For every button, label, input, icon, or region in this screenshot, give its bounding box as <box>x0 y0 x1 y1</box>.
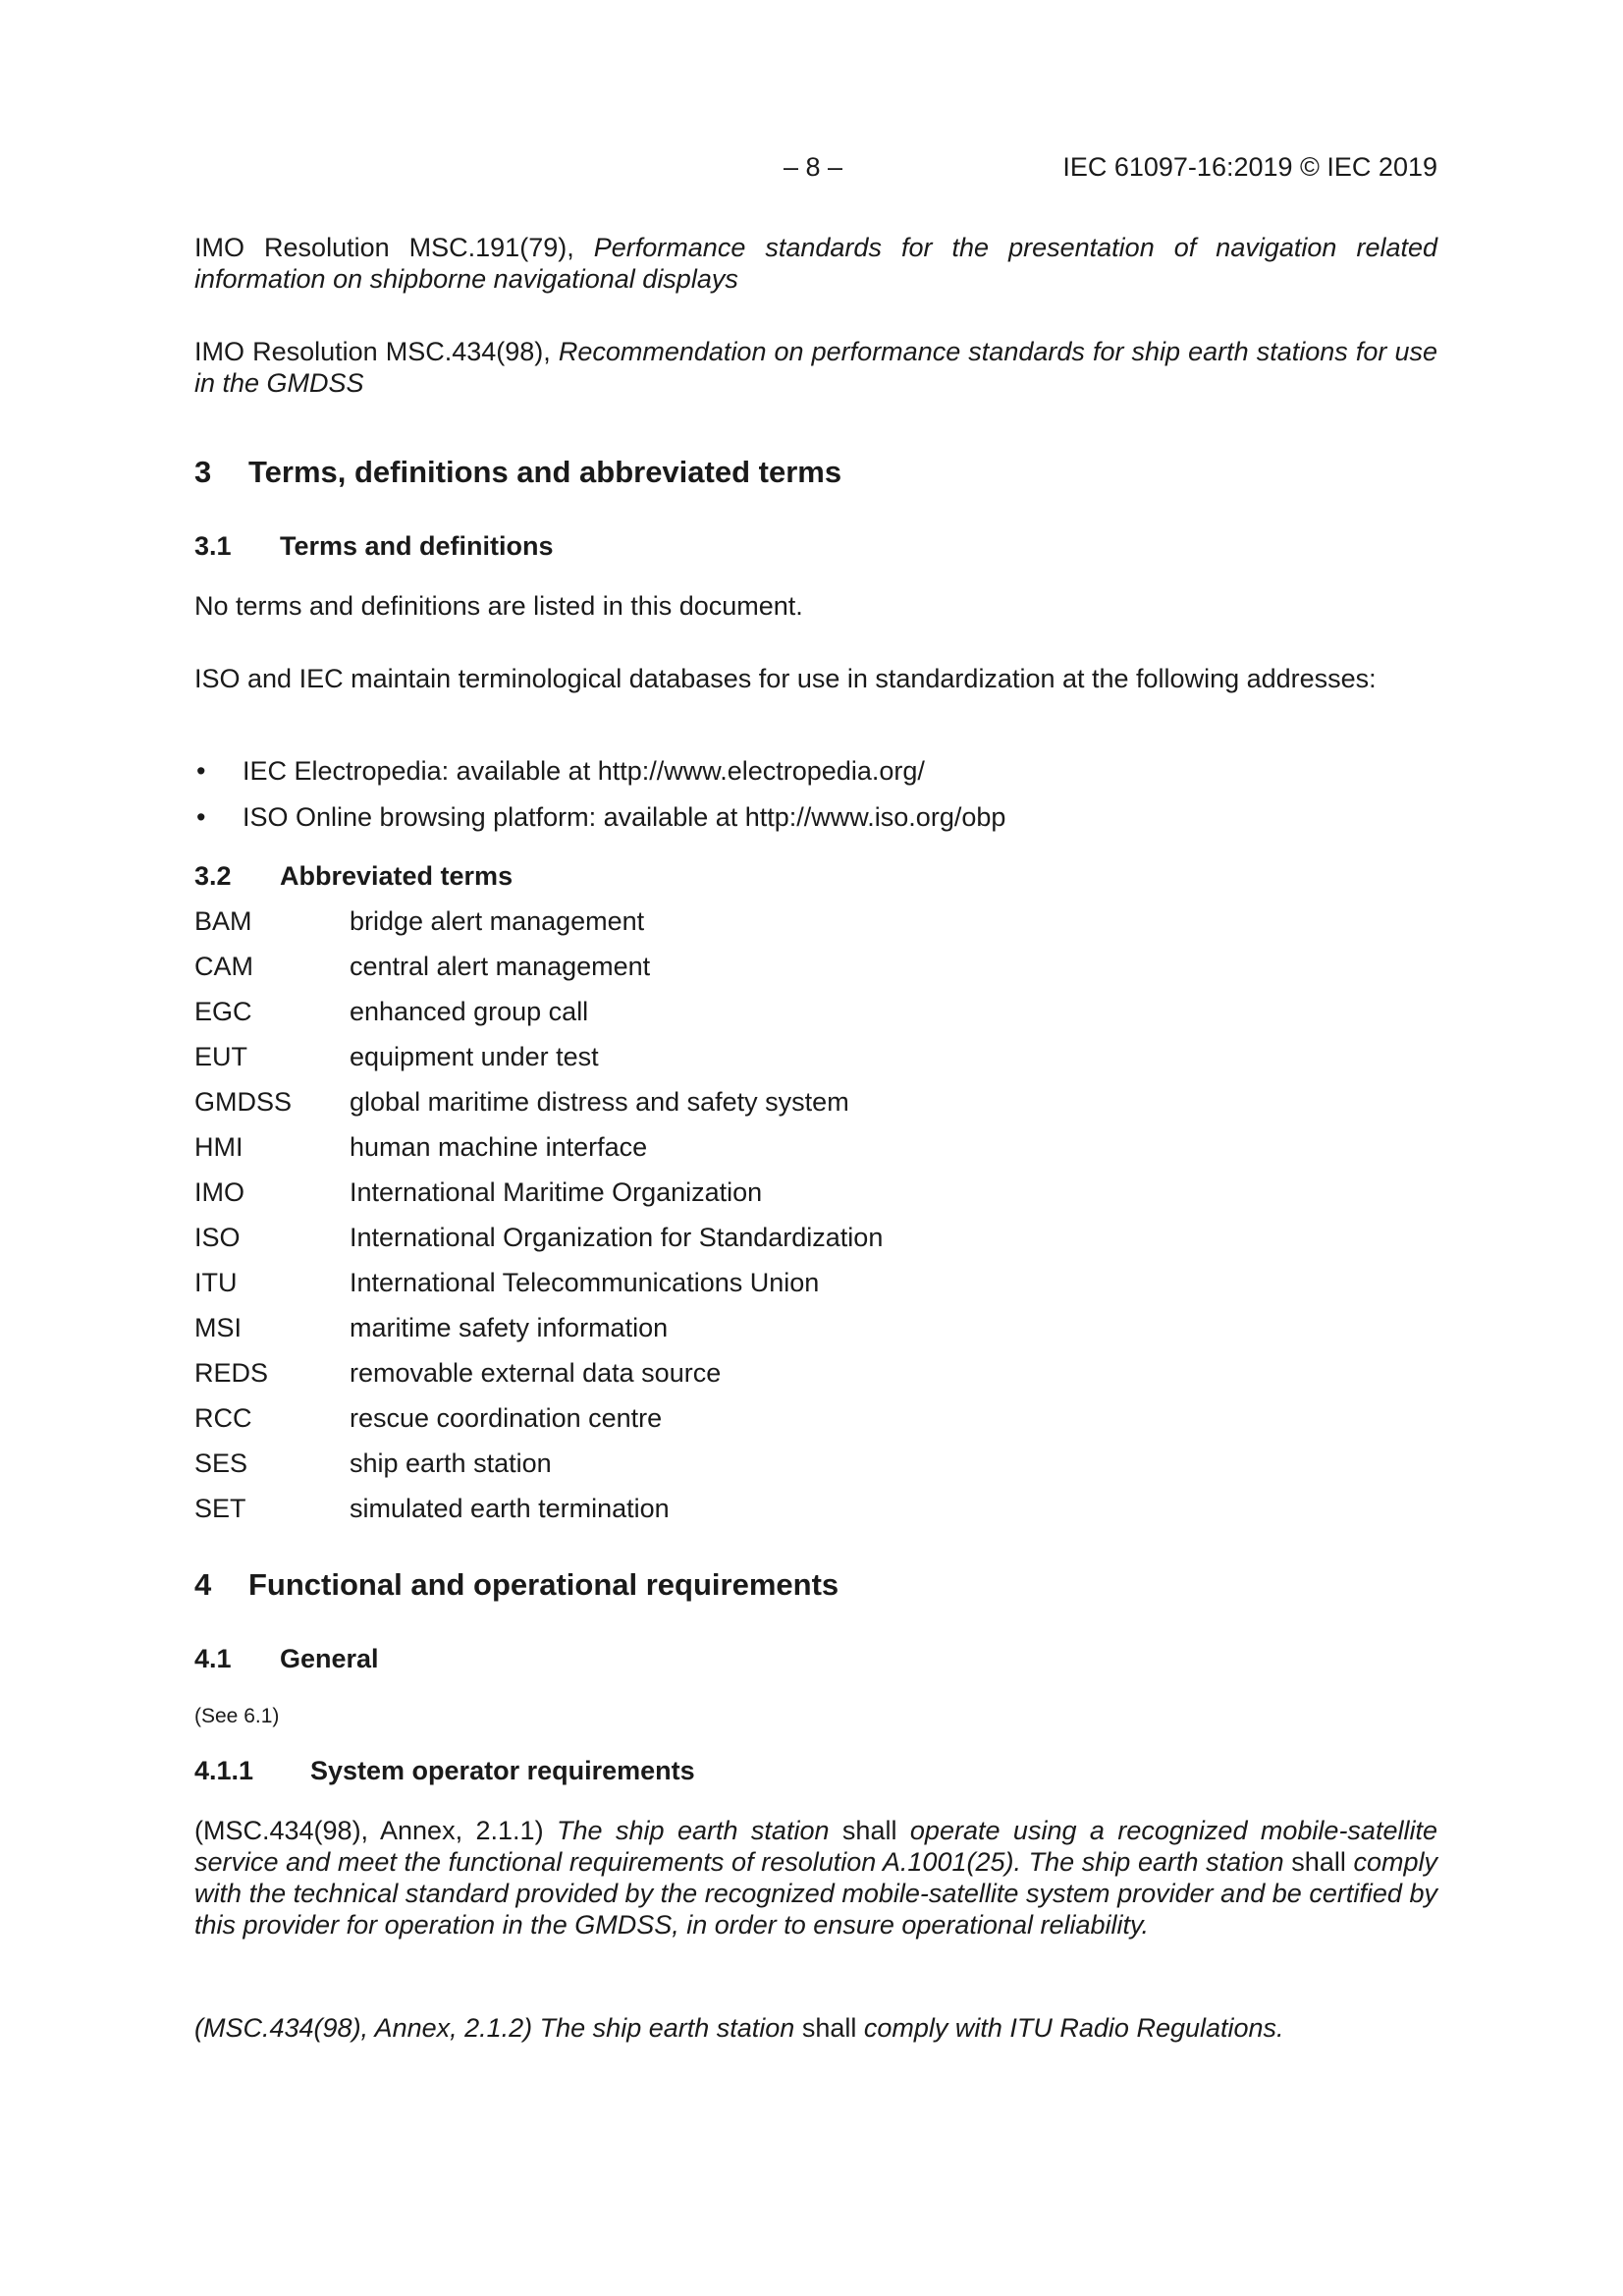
page-number: – 8 – <box>784 152 843 182</box>
document-id: IEC 61097-16:2019 © IEC 2019 <box>1062 152 1437 182</box>
section-4-1-title: General <box>280 1644 379 1673</box>
see-note: (See 6.1) <box>194 1705 280 1727</box>
section-4-title: Functional and operational requirements <box>248 1567 839 1602</box>
abbreviation-row <box>194 1268 819 1303</box>
abbreviation-meaning: simulated earth termination <box>350 1494 670 1523</box>
bullet-symbol: • <box>196 802 206 832</box>
abbreviation: SES <box>194 1449 248 1478</box>
abbreviation-row <box>194 952 650 987</box>
abbreviation-meaning: human machine interface <box>350 1132 648 1162</box>
section-3-2-heading <box>194 861 513 892</box>
abbreviation-row <box>194 1449 552 1484</box>
abbreviation: ISO <box>194 1223 241 1252</box>
section-4-1-number: 4.1 <box>194 1644 232 1673</box>
abbreviation: BAM <box>194 906 252 936</box>
section-3-2-number: 3.2 <box>194 861 232 891</box>
no-terms-text: No terms and definitions are listed in this document. <box>194 591 803 621</box>
abbreviation: HMI <box>194 1132 243 1162</box>
requirement-1-shall-a: shall <box>829 1816 910 1845</box>
abbreviation: MSI <box>194 1313 243 1342</box>
abbreviation-row <box>194 1132 647 1168</box>
abbreviation-meaning: International Organization for Standardization <box>350 1223 884 1252</box>
section-4-1-1-number: 4.1.1 <box>194 1756 254 1785</box>
reference-1 <box>194 232 1437 295</box>
reference-1-prefix: IMO Resolution MSC.191(79), <box>194 233 594 262</box>
requirement-paragraph-2 <box>194 2012 1437 2044</box>
requirement-1-text-a: The ship earth station <box>557 1816 830 1845</box>
abbreviation: SET <box>194 1494 246 1523</box>
reference-2-prefix: IMO Resolution MSC.434(98), <box>194 337 559 366</box>
section-3-1-heading <box>194 531 554 562</box>
abbreviation: CAM <box>194 952 253 981</box>
section-4-1-1-title: System operator requirements <box>310 1756 695 1785</box>
section-3-1-title: Terms and definitions <box>280 531 554 561</box>
abbreviation-row <box>194 1403 662 1439</box>
abbreviation-row <box>194 1223 883 1258</box>
section-3-title: Terms, definitions and abbreviated terms <box>248 455 842 489</box>
abbreviation-row <box>194 1313 668 1348</box>
bullet-text: ISO Online browsing platform: available at http://www.iso.org/obp <box>243 802 1006 832</box>
abbreviation-meaning: maritime safety information <box>350 1313 669 1342</box>
section-4-number: 4 <box>194 1567 212 1602</box>
requirement-1-shall-b: shall <box>1283 1847 1354 1877</box>
section-3-number: 3 <box>194 455 212 489</box>
section-4-1-1-heading <box>194 1756 695 1786</box>
abbreviation-row <box>194 1177 762 1213</box>
abbreviation: GMDSS <box>194 1087 293 1117</box>
abbreviation-meaning: equipment under test <box>350 1042 599 1071</box>
bullet-text: IEC Electropedia: available at http://www.electropedia.org/ <box>243 756 925 786</box>
requirement-2-shall: shall <box>794 2013 864 2043</box>
requirement-1-text-b: operate using a recognized mobile-satellite service and meet the functional requirements of resolution A.1001(25). The ship earth station <box>194 1816 1437 1877</box>
abbreviation: EGC <box>194 997 252 1026</box>
requirement-2-text: comply with ITU Radio Regulations. <box>863 2013 1284 2043</box>
abbreviation-row <box>194 906 644 942</box>
abbreviation: ITU <box>194 1268 238 1297</box>
bullet-symbol: • <box>196 756 206 786</box>
section-4-1-heading <box>194 1644 379 1674</box>
abbreviation-meaning: bridge alert management <box>350 906 645 936</box>
section-3-heading <box>194 455 841 490</box>
requirement-2-ref: (MSC.434(98), Annex, 2.1.2) The ship earth station <box>194 2013 795 2043</box>
bullet-item <box>194 756 925 787</box>
abbreviation: IMO <box>194 1177 244 1207</box>
abbreviation-meaning: central alert management <box>350 952 651 981</box>
reference-2-title: Recommendation on performance standards for ship earth stations for use in the GMDSS <box>194 337 1437 398</box>
abbreviation-meaning: removable external data source <box>350 1358 722 1388</box>
abbreviation-meaning: International Telecommunications Union <box>350 1268 820 1297</box>
section-3-1-number: 3.1 <box>194 531 232 561</box>
abbreviation-row <box>194 1087 849 1122</box>
abbreviation: EUT <box>194 1042 247 1071</box>
abbreviation: REDS <box>194 1358 269 1388</box>
abbreviation-meaning: International Maritime Organization <box>350 1177 763 1207</box>
page-header <box>194 152 1437 188</box>
abbreviation-row <box>194 1042 599 1077</box>
requirement-paragraph-1 <box>194 1815 1437 1941</box>
abbreviation-row <box>194 1358 721 1394</box>
terminology-databases-text: ISO and IEC maintain terminological databases for use in standardization at the following addresses: <box>194 664 1377 693</box>
reference-2 <box>194 336 1437 399</box>
abbreviation: RCC <box>194 1403 252 1433</box>
section-3-2-title: Abbreviated terms <box>280 861 514 891</box>
abbreviation-meaning: enhanced group call <box>350 997 589 1026</box>
abbreviation-meaning: ship earth station <box>350 1449 552 1478</box>
section-4-heading <box>194 1567 839 1603</box>
abbreviation-meaning: global maritime distress and safety system <box>350 1087 849 1117</box>
requirement-1-text-c: comply with the technical standard provided by the recognized mobile-satellite system provider and be certified by this provider for operation in the GMDSS, in order to ensure operational reliability. <box>194 1847 1437 1940</box>
abbreviation-meaning: rescue coordination centre <box>350 1403 663 1433</box>
abbreviation-row <box>194 997 588 1032</box>
bullet-item <box>194 802 1005 833</box>
requirement-1-ref: (MSC.434(98), Annex, 2.1.1) <box>194 1816 557 1845</box>
abbreviation-row <box>194 1494 670 1529</box>
reference-1-title: Performance standards for the presentation of navigation related information on shipborne navigational displays <box>194 233 1438 294</box>
